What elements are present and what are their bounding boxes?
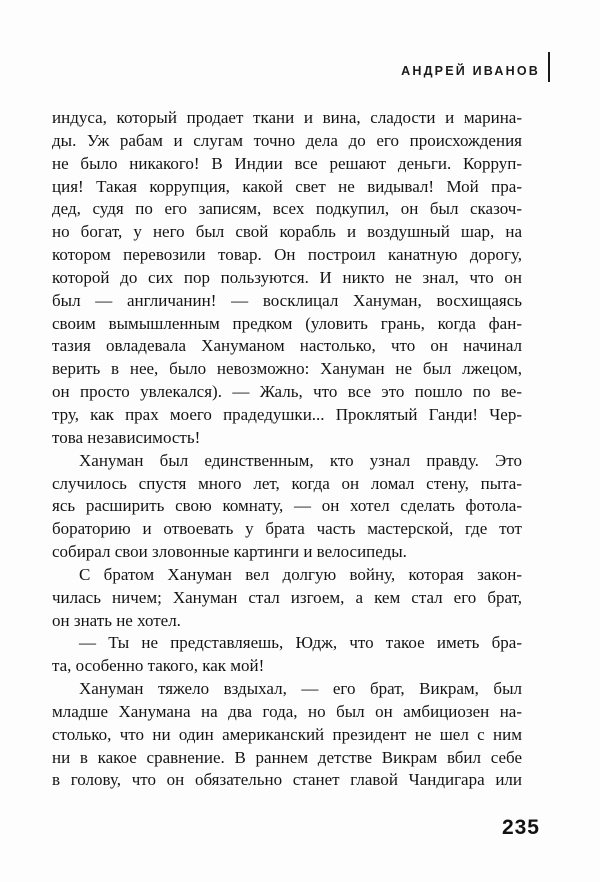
text-line: в голову, что он обязательно станет главой Чандигара или [52, 770, 522, 790]
text-line: Хануман был единственным, кто узнал правду. Это [79, 450, 522, 470]
body-text [52, 107, 522, 792]
text-line: това независимость! [52, 427, 201, 447]
text-line: котором перевозили товар. Он построил канатную дорогу, [52, 245, 522, 265]
paragraph [52, 107, 522, 450]
text-line: бораторию и отвоевать у брата часть мастерской, где тот [52, 519, 522, 539]
page-number: 235 [501, 816, 540, 839]
text-line: ды. Уж рабам и слугам точно дела до его происхождения [52, 130, 522, 150]
paragraph [52, 450, 522, 564]
text-line: тазия овладевала Хануманом настолько, что он начинал [52, 336, 522, 356]
text-line: ни в какое сравнение. В раннем детстве Викрам вбил себе [52, 747, 522, 767]
text-line: которой до сих пор пользуются. И никто не знал, что он [52, 267, 522, 287]
text-line: младше Ханумана на два года, но был он амбициозен на- [52, 701, 522, 721]
text-line: чилась ничем; Хануман стал изгоем, а кем стал его брат, [52, 587, 522, 607]
header-rule [548, 52, 550, 82]
text-line: своим вымышленным предком (уловить грань, когда фан- [52, 313, 522, 333]
running-header: АНДРЕЙ ИВАНОВ [401, 64, 540, 78]
text-line: случилось спустя много лет, когда он ломал стену, пыта- [52, 473, 522, 493]
text-line: не было никакого! В Индии все решают деньги. Корруп- [52, 153, 522, 173]
text-line: тру, как прах моего прадедушки... Проклятый Ганди! Чер- [52, 404, 522, 424]
text-line: дед, судя по его записям, всех подкупил, он был сказоч- [52, 199, 522, 219]
text-line: он знать не хотел. [52, 610, 181, 630]
text-line: индуса, который продает ткани и вина, сладости и марина- [52, 108, 522, 127]
text-line: собирал свои зловонные картинги и велосипеды. [52, 542, 407, 562]
text-line: столько, что ни один американский президент не шел с ним [52, 724, 522, 744]
text-line: но богат, у него был свой корабль и воздушный шар, на [52, 222, 522, 242]
text-line: С братом Хануман вел долгую войну, которая закон- [79, 564, 522, 584]
text-line: Хануман тяжело вздыхал, — его брат, Викрам, был [79, 679, 522, 699]
text-line: верить в нее, было невозможно: Хануман не был лжецом, [52, 359, 522, 379]
text-line: ясь расширить свою комнату, — он хотел сделать фотола- [52, 496, 522, 516]
text-line: — Ты не представляешь, Юдж, что такое иметь бра- [79, 633, 522, 653]
paragraph [52, 564, 522, 633]
text-line: был — англичанин! — восклицал Хануман, восхищаясь [52, 290, 522, 310]
paragraph [52, 632, 522, 678]
text-line: ция! Такая коррупция, какой свет не видывал! Мой пра- [52, 176, 522, 196]
text-line: он просто увлекался). — Жаль, что все это пошло по ве- [52, 382, 522, 402]
paragraph [52, 678, 522, 792]
text-line: та, особенно такого, как мой! [52, 656, 265, 676]
